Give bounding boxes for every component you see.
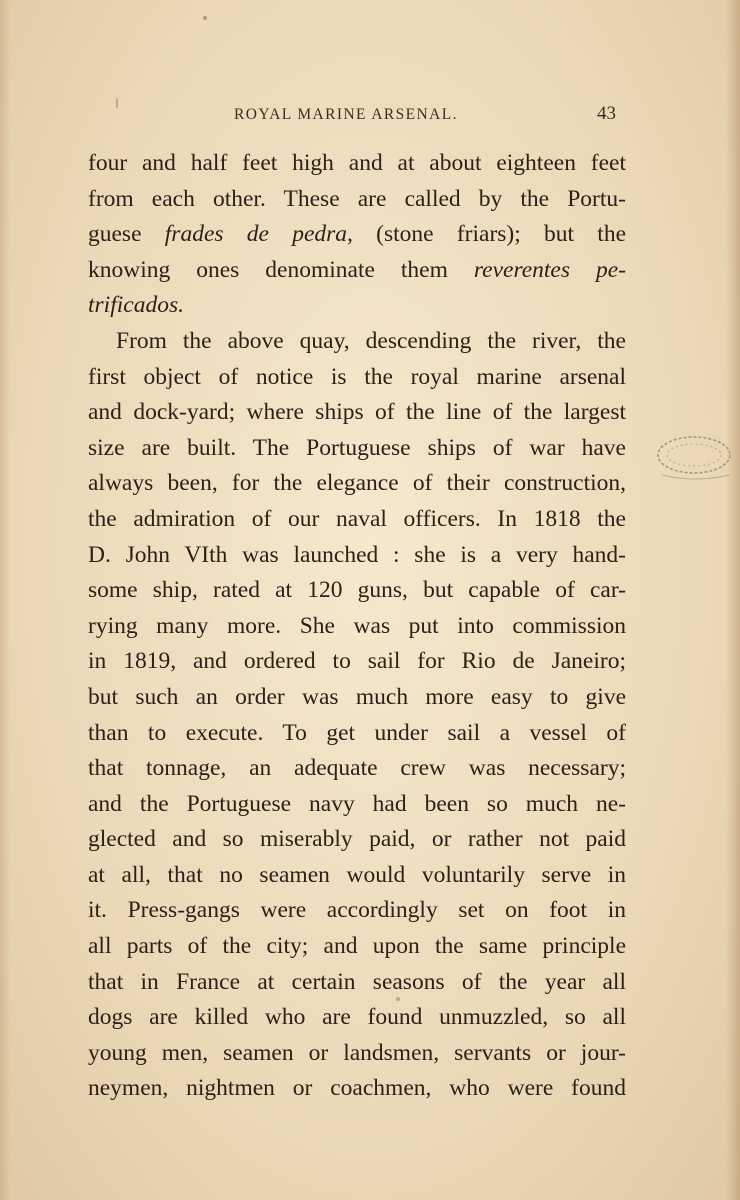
- text-line: from each other. These are called by the Portu-: [88, 185, 626, 212]
- text-line: guese frades de pedra, (stone friars); but the: [88, 221, 627, 248]
- text-line: at all, that no seamen would voluntarily serve in: [88, 861, 626, 888]
- paper-speck: [116, 98, 118, 108]
- text-line: always been, for the elegance of their construction,: [88, 470, 626, 497]
- text-line: than to execute. To get under sail a vessel of: [88, 719, 626, 746]
- text-line: and dock-yard; where ships of the line of the largest: [88, 399, 626, 426]
- text-line: and the Portuguese navy had been so much ne-: [88, 790, 626, 817]
- text-line: some ship, rated at 120 guns, but capable of car-: [88, 577, 626, 604]
- running-head-title: ROYAL MARINE ARSENAL.: [234, 106, 458, 123]
- italic-phrase: reverentes pe-: [473, 256, 626, 283]
- text-line: dogs are killed who are found unmuzzled, so all: [88, 1004, 626, 1031]
- text-line: four and half feet high and at about eighteen feet: [88, 150, 626, 176]
- text-line: the admiration of our naval officers. In 1818 the: [88, 505, 626, 532]
- text-line: [88, 288, 626, 324]
- text-line: but such an order was much more easy to give: [88, 683, 626, 710]
- text-line: young men, seamen or landsmen, servants or jour-: [88, 1039, 626, 1066]
- text-line: D. John VIth was launched : she is a very hand-: [88, 541, 626, 568]
- text-line: knowing ones denominate them reverentes pe-: [88, 256, 626, 283]
- text-line: neymen, nightmen or coachmen, who were found: [88, 1075, 626, 1102]
- page-gutter-shadow: [0, 0, 10, 1200]
- text-line: it. Press-gangs were accordingly set on foot in: [88, 897, 626, 924]
- body-text: [88, 146, 626, 1107]
- text-line: From the above quay, descending the river, the: [116, 327, 626, 354]
- text-line: rying many more. She was put into commission: [88, 612, 626, 639]
- text-line: that in France at certain seasons of the year all: [88, 968, 626, 995]
- paper-speck: [203, 16, 207, 20]
- italic-phrase: frades de pedra,: [164, 221, 353, 248]
- page-number: 43: [597, 103, 616, 124]
- text-line: all parts of the city; and upon the same principle: [88, 933, 626, 960]
- text-line: first object of notice is the royal marine arsenal: [88, 363, 626, 390]
- italic-phrase: trificados.: [88, 292, 184, 319]
- text-line: size are built. The Portuguese ships of war have: [88, 434, 626, 461]
- text-line: in 1819, and ordered to sail for Rio de Janeiro;: [88, 648, 626, 675]
- text-line: that tonnage, an adequate crew was necessary;: [88, 755, 626, 782]
- paper-speck: [396, 997, 400, 1001]
- text-line: glected and so miserably paid, or rather not paid: [88, 826, 626, 853]
- library-stamp-icon: [654, 431, 736, 483]
- page-edge-shadow: [726, 0, 740, 1200]
